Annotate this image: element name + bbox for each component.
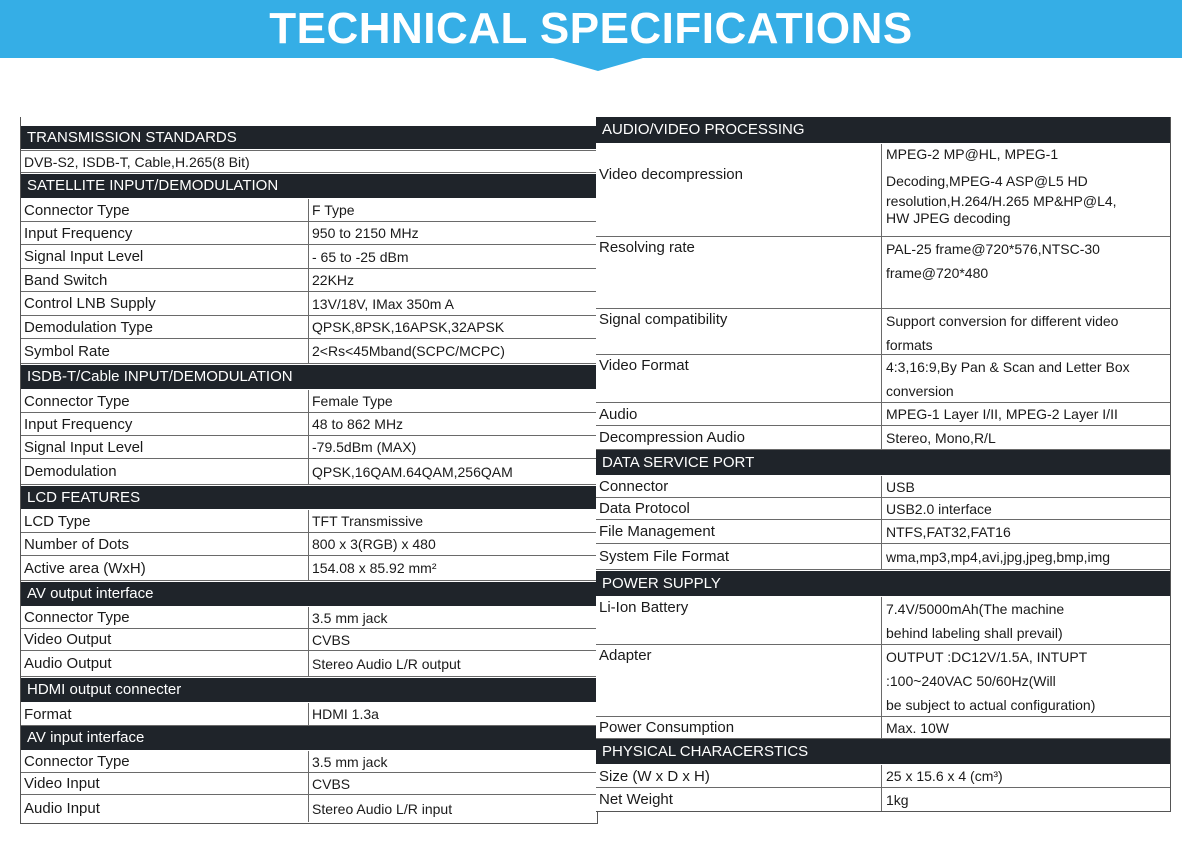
spec-row xyxy=(596,237,1170,309)
spec-key: Connector xyxy=(596,476,882,497)
spec-row xyxy=(596,765,1170,788)
spec-row xyxy=(21,510,597,533)
spec-row xyxy=(596,426,1170,450)
spec-key: Data Protocol xyxy=(596,498,882,519)
section-header-av-processing: AUDIO/VIDEO PROCESSING xyxy=(596,117,1170,143)
spec-key: Video decompression xyxy=(596,144,882,236)
spec-key: Connector Type xyxy=(21,390,309,412)
spec-value-line: MPEG-1 Layer I/II, MPEG-2 Layer I/II xyxy=(886,406,1118,422)
spec-value-line: be subject to actual configuration) xyxy=(886,697,1096,713)
spec-row xyxy=(21,390,597,413)
spec-value-line: NTFS,FAT32,FAT16 xyxy=(886,523,1011,540)
spec-row xyxy=(21,795,597,822)
spec-key: Audio Input xyxy=(21,795,309,822)
spec-row xyxy=(596,498,1170,520)
spec-row xyxy=(21,459,597,485)
section-header-physical: PHYSICAL CHARACERSTICS xyxy=(596,739,1170,764)
spec-value xyxy=(882,597,1170,644)
spec-value-line: OUTPUT :DC12V/1.5A, INTUPT xyxy=(886,649,1088,665)
spec-value xyxy=(882,426,1170,449)
spec-value: -79.5dBm (MAX) xyxy=(312,439,417,455)
right-spec-table xyxy=(596,117,1171,812)
spec-value: Stereo Audio L/R input xyxy=(312,800,453,817)
spec-row xyxy=(596,645,1170,717)
spec-row xyxy=(21,199,597,222)
spec-value: Stereo Audio L/R output xyxy=(312,655,461,672)
spec-value-line: conversion xyxy=(886,383,954,399)
spec-value: 154.08 x 85.92 mm² xyxy=(312,560,437,576)
spec-value: Female Type xyxy=(312,393,393,409)
spec-row xyxy=(596,403,1170,426)
spec-row xyxy=(21,269,597,292)
section-header-lcd: LCD FEATURES xyxy=(21,486,597,509)
spec-value: HDMI 1.3a xyxy=(312,706,379,722)
spec-value xyxy=(882,403,1170,425)
spec-value xyxy=(882,237,1170,308)
spec-row xyxy=(21,292,597,316)
spec-row xyxy=(21,629,597,651)
spec-value: 22KHz xyxy=(312,272,355,288)
spec-value-line: 25 x 15.6 x 4 (cm³) xyxy=(886,768,1003,784)
spec-row xyxy=(21,703,597,726)
spec-value xyxy=(882,309,1170,354)
spec-row xyxy=(596,597,1170,645)
spec-key: Resolving rate xyxy=(596,237,882,308)
spec-value: 950 to 2150 MHz xyxy=(312,225,419,241)
spec-row xyxy=(596,788,1170,811)
spec-key: Video Output xyxy=(21,629,309,650)
spec-row xyxy=(596,476,1170,498)
spec-key: Signal compatibility xyxy=(596,309,882,354)
spec-value xyxy=(882,645,1170,716)
spec-key: Format xyxy=(21,703,309,725)
spec-key: Control LNB Supply xyxy=(21,292,309,315)
spec-key: Connector Type xyxy=(21,751,309,772)
spec-value: CVBS xyxy=(312,631,351,648)
spec-value xyxy=(882,520,1170,543)
spec-value: 2<Rs<45Mband(SCPC/MCPC) xyxy=(312,343,505,359)
section-header-isdb: ISDB-T/Cable INPUT/DEMODULATION xyxy=(21,365,597,389)
banner-pointer xyxy=(553,58,643,71)
spec-value xyxy=(882,498,1170,519)
spec-row xyxy=(21,339,597,364)
section-header-av-output: AV output interface xyxy=(21,582,597,606)
spec-row xyxy=(21,556,597,581)
spec-value-line: Decoding,MPEG-4 ASP@L5 HD xyxy=(886,173,1088,189)
spec-row xyxy=(596,544,1170,570)
spec-value: CVBS xyxy=(312,775,351,792)
spec-key: Demodulation Type xyxy=(21,316,309,338)
spec-key: Li-Ion Battery xyxy=(596,597,882,644)
spec-value-line: :100~240VAC 50/60Hz(Will xyxy=(886,673,1056,689)
spec-value xyxy=(882,544,1170,569)
spec-key: File Management xyxy=(596,520,882,543)
spec-row xyxy=(21,651,597,677)
spec-key: Video Format xyxy=(596,355,882,402)
section-header-satellite: SATELLITE INPUT/DEMODULATION xyxy=(21,174,597,198)
spec-value-line: 4:3,16:9,By Pan & Scan and Letter Box xyxy=(886,359,1130,375)
spec-row xyxy=(21,773,597,795)
spec-value-line: formats xyxy=(886,337,933,353)
spec-value-line: USB2.0 interface xyxy=(886,500,992,517)
transmission-value: DVB-S2, ISDB-T, Cable,H.265(8 Bit) xyxy=(21,150,597,173)
spec-row xyxy=(596,520,1170,544)
spec-row xyxy=(21,533,597,556)
left-spec-table xyxy=(20,117,598,824)
spec-row xyxy=(596,717,1170,739)
spec-value-line: MPEG-2 MP@HL, MPEG-1 xyxy=(886,146,1059,162)
spec-key: Size (W x D x H) xyxy=(596,765,882,787)
page-title: TECHNICAL SPECIFICATIONS xyxy=(269,4,913,53)
spec-value-line: frame@720*480 xyxy=(886,265,989,281)
spec-value xyxy=(882,355,1170,402)
spec-key: Audio Output xyxy=(21,651,309,676)
spec-value: 48 to 862 MHz xyxy=(312,416,404,432)
section-header-hdmi: HDMI output connecter xyxy=(21,678,597,702)
spec-value xyxy=(882,788,1170,811)
section-header-data-port: DATA SERVICE PORT xyxy=(596,450,1170,475)
spec-value: 3.5 mm jack xyxy=(312,753,388,770)
spec-row xyxy=(21,222,597,245)
spec-key: Video Input xyxy=(21,773,309,794)
spec-value-line: resolution,H.264/H.265 MP&HP@L4, xyxy=(886,193,1117,209)
spec-row xyxy=(596,144,1170,237)
spec-key: Active area (WxH) xyxy=(21,556,309,580)
spec-value-line: 7.4V/5000mAh(The machine xyxy=(886,601,1065,617)
spec-key: Signal Input Level xyxy=(21,436,309,458)
spec-row xyxy=(21,607,597,629)
spec-key: Input Frequency xyxy=(21,413,309,435)
spec-key: LCD Type xyxy=(21,510,309,532)
spec-key: Signal Input Level xyxy=(21,245,309,268)
spec-value-line: Stereo, Mono,R/L xyxy=(886,429,996,446)
spec-value: 3.5 mm jack xyxy=(312,609,388,626)
spec-key: Connector Type xyxy=(21,199,309,221)
spec-value xyxy=(882,144,1170,236)
spec-value xyxy=(882,717,1170,738)
spec-key: System File Format xyxy=(596,544,882,569)
spec-key: Net Weight xyxy=(596,788,882,811)
section-header-av-input: AV input interface xyxy=(21,726,597,750)
spec-value-line: 1kg xyxy=(886,791,909,808)
title-banner xyxy=(0,0,1182,58)
spec-value xyxy=(882,476,1170,497)
spec-value-line: USB xyxy=(886,478,915,495)
spec-row xyxy=(21,316,597,339)
spec-row xyxy=(21,413,597,436)
spec-value: - 65 to -25 dBm xyxy=(312,248,409,265)
spec-row xyxy=(21,245,597,269)
spec-value: QPSK,16QAM.64QAM,256QAM xyxy=(312,463,513,480)
spec-key: Connector Type xyxy=(21,607,309,628)
spec-row xyxy=(596,355,1170,403)
spec-key: Band Switch xyxy=(21,269,309,291)
spec-row xyxy=(21,436,597,459)
spec-value xyxy=(882,765,1170,787)
spec-key: Power Consumption xyxy=(596,717,882,738)
spec-key: Adapter xyxy=(596,645,882,716)
spec-value: TFT Transmissive xyxy=(312,513,423,529)
spec-value: 13V/18V, IMax 350m A xyxy=(312,295,454,312)
spec-value-line: wma,mp3,mp4,avi,jpg,jpeg,bmp,img xyxy=(886,548,1111,565)
spec-key: Input Frequency xyxy=(21,222,309,244)
spec-key: Number of Dots xyxy=(21,533,309,555)
spec-row xyxy=(596,309,1170,355)
spec-key: Demodulation xyxy=(21,459,309,484)
spec-key: Audio xyxy=(596,403,882,425)
spec-value-line: HW JPEG decoding xyxy=(886,210,1011,226)
spec-value: F Type xyxy=(312,202,355,218)
spec-row xyxy=(21,751,597,773)
section-header-transmission: TRANSMISSION STANDARDS xyxy=(21,126,597,149)
spec-value-line: Support conversion for different video xyxy=(886,313,1119,329)
spec-value-line: behind labeling shall prevail) xyxy=(886,625,1063,641)
spec-value: 800 x 3(RGB) x 480 xyxy=(312,536,436,552)
spec-value-line: PAL-25 frame@720*576,NTSC-30 xyxy=(886,241,1100,257)
spec-key: Decompression Audio xyxy=(596,426,882,449)
section-header-power: POWER SUPPLY xyxy=(596,571,1170,596)
spec-key: Symbol Rate xyxy=(21,339,309,363)
spec-value: QPSK,8PSK,16APSK,32APSK xyxy=(312,319,505,335)
spec-value-line: Max. 10W xyxy=(886,719,950,736)
